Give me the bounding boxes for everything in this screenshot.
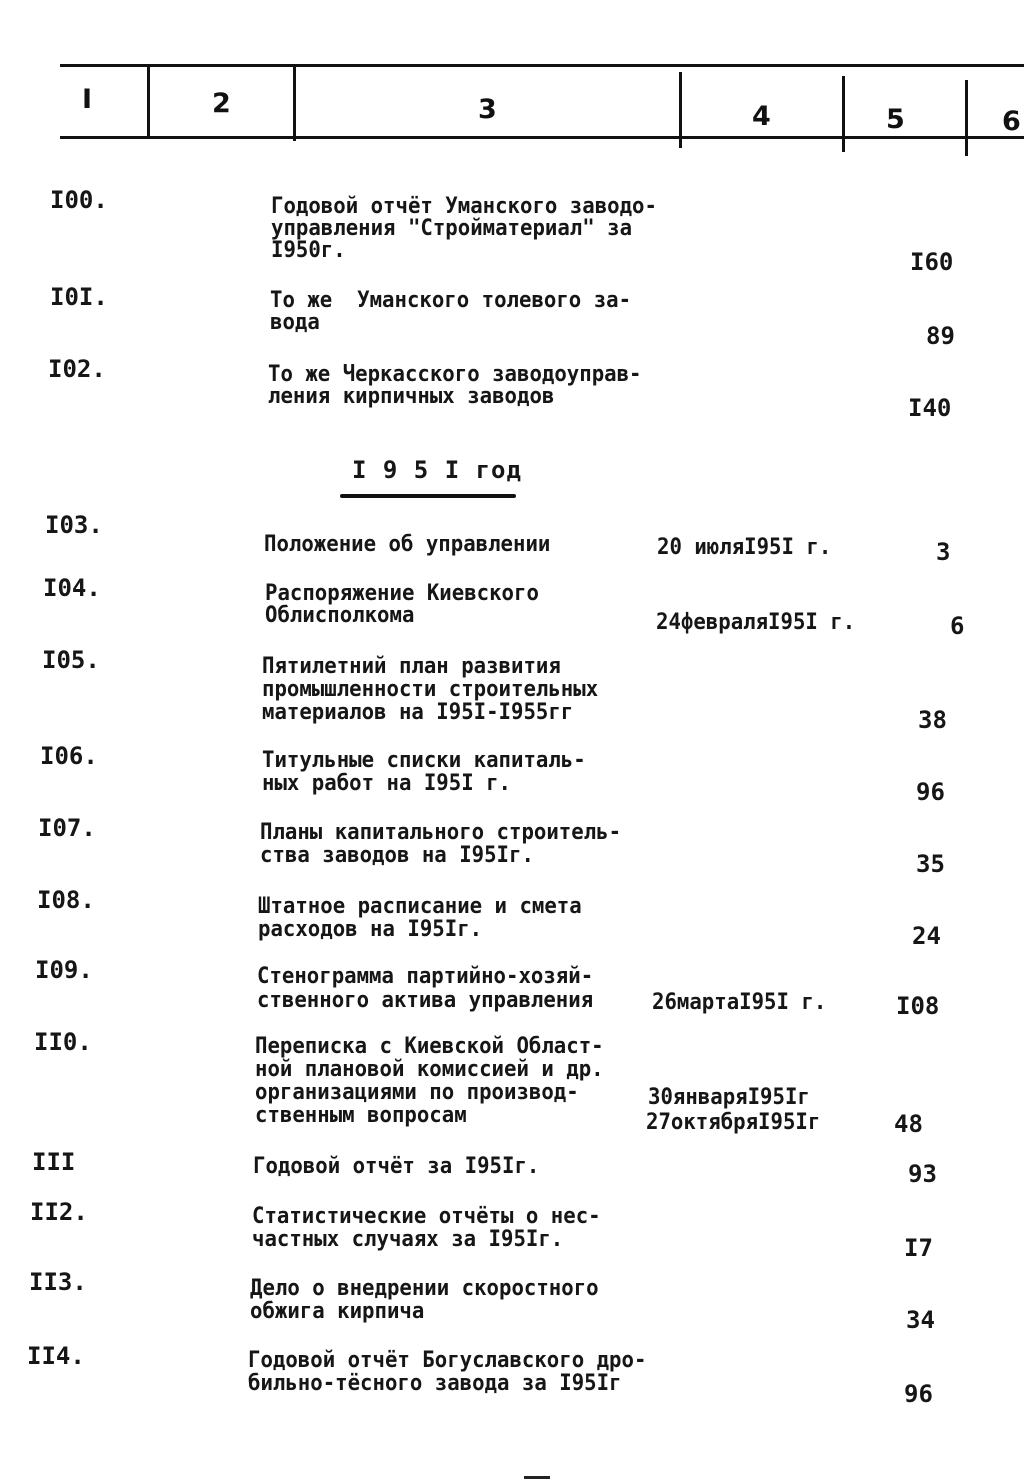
entry-title-line: ства заводов на I95Iг. <box>260 843 534 868</box>
entry-title-line: частных случаях за I95Iг. <box>252 1227 564 1252</box>
entry-date: 24февраляI95I г. <box>656 610 856 635</box>
entry-date: 20 июляI95I г. <box>657 535 832 560</box>
entry-page-count: I60 <box>910 248 954 276</box>
entry-title-line: ственным вопросам <box>255 1103 467 1128</box>
header-bottom-rule <box>60 136 1024 139</box>
entry-title-line: Дело о внедрении скоростного <box>250 1276 599 1301</box>
entry-title-line: промышленности строительных <box>262 677 599 702</box>
year-heading-underline <box>340 494 516 498</box>
entry-title-line: Титульные списки капиталь- <box>262 748 586 773</box>
entry-title-line: Пятилетний план развития <box>262 654 561 679</box>
entry-title-line: Штатное расписание и смета <box>258 894 582 919</box>
scan-mark <box>524 1476 550 1479</box>
entry-number: I0I. <box>50 283 108 311</box>
column-header-1: I <box>82 84 93 115</box>
entry-number: I00. <box>50 186 108 214</box>
entry-number: I08. <box>37 886 95 914</box>
entry-number: I09. <box>35 956 93 984</box>
entry-title-line: Положение об управлении <box>264 532 551 557</box>
entry-title-line: обжига кирпича <box>250 1299 425 1324</box>
entry-title-line: расходов на I95Iг. <box>258 917 483 942</box>
entry-title-line: материалов на I95I-I955гг <box>262 700 574 725</box>
entry-title-line: Стенограмма партийно-хозяй- <box>257 964 594 989</box>
column-header-4: 4 <box>752 101 771 132</box>
entry-page-count: I7 <box>904 1234 933 1262</box>
entry-title-line: управления "Стройматериал" за <box>271 216 633 241</box>
entry-number: I05. <box>42 646 100 674</box>
entry-number: II4. <box>27 1342 85 1370</box>
entry-page-count: 34 <box>906 1306 935 1334</box>
column-header-5: 5 <box>886 104 905 135</box>
entry-number: I04. <box>43 574 101 602</box>
entry-page-count: I08 <box>896 992 940 1020</box>
entry-page-count: 96 <box>916 778 945 806</box>
entry-page-count: 89 <box>926 322 955 350</box>
entry-date: 30январяI95Iг <box>648 1085 810 1110</box>
entry-number: II2. <box>30 1198 88 1226</box>
entry-title-line: I950г. <box>271 238 346 263</box>
entry-title-line: бильно-тёсного завода за I95Iг <box>248 1371 622 1396</box>
entry-page-count: 24 <box>912 922 941 950</box>
entry-page-count: I40 <box>908 394 952 422</box>
header-divider <box>147 64 150 139</box>
entry-title-line: Облисполкома <box>265 603 415 628</box>
entry-title-line: ственного актива управления <box>257 988 594 1013</box>
header-divider <box>842 76 845 152</box>
header-divider <box>965 80 968 156</box>
entry-title-line: Переписка с Киевской Област- <box>255 1034 604 1059</box>
entry-number: II0. <box>34 1028 92 1056</box>
entry-page-count: 93 <box>908 1160 937 1188</box>
entry-page-count: 96 <box>904 1380 933 1408</box>
entry-title-line: Годовой отчёт за I95Iг. <box>253 1154 540 1179</box>
entry-title-line: вода <box>270 310 320 335</box>
entry-number: I06. <box>40 742 98 770</box>
entry-number: II3. <box>29 1268 87 1296</box>
entry-number: III <box>32 1148 76 1176</box>
entry-title-line: Планы капитального строитель- <box>260 820 622 845</box>
entry-page-count: 35 <box>916 850 945 878</box>
entry-title-line: ной плановой комиссией и др. <box>255 1057 604 1082</box>
entry-title-line: организациями по производ- <box>255 1080 579 1105</box>
entry-title-line: То же Уманского толевого за- <box>270 288 632 313</box>
column-header-3: 3 <box>478 94 497 125</box>
entry-title-line: То же Черкасского заводоуправ- <box>268 362 642 387</box>
column-header-6: 6 <box>1002 106 1021 137</box>
entry-title-line: Распоряжение Киевского <box>265 581 539 606</box>
header-divider <box>679 72 682 148</box>
entry-date: 26мартаI95I г. <box>652 990 827 1015</box>
year-heading: I 9 5 I год <box>352 456 522 484</box>
entry-title-line: Годовой отчёт Богуславского дро- <box>248 1348 647 1373</box>
entry-page-count: 38 <box>918 706 947 734</box>
header-divider <box>293 66 296 141</box>
entry-page-count: 48 <box>894 1110 923 1138</box>
entry-page-count: 6 <box>950 612 965 640</box>
entry-number: I07. <box>38 814 96 842</box>
entry-title-line: ления кирпичных заводов <box>268 384 555 409</box>
entry-number: I02. <box>48 355 106 383</box>
entry-title-line: ных работ на I95I г. <box>262 771 512 796</box>
entry-title-line: Статистические отчёты о нес- <box>252 1204 601 1229</box>
entry-number: I03. <box>45 511 103 539</box>
entry-title-line: Годовой отчёт Уманского заводо- <box>271 194 657 219</box>
column-header-2: 2 <box>212 88 231 119</box>
entry-date-secondary: 27октябряI95Iг <box>646 1110 821 1135</box>
entry-page-count: 3 <box>936 538 951 566</box>
header-top-rule <box>60 64 1024 67</box>
